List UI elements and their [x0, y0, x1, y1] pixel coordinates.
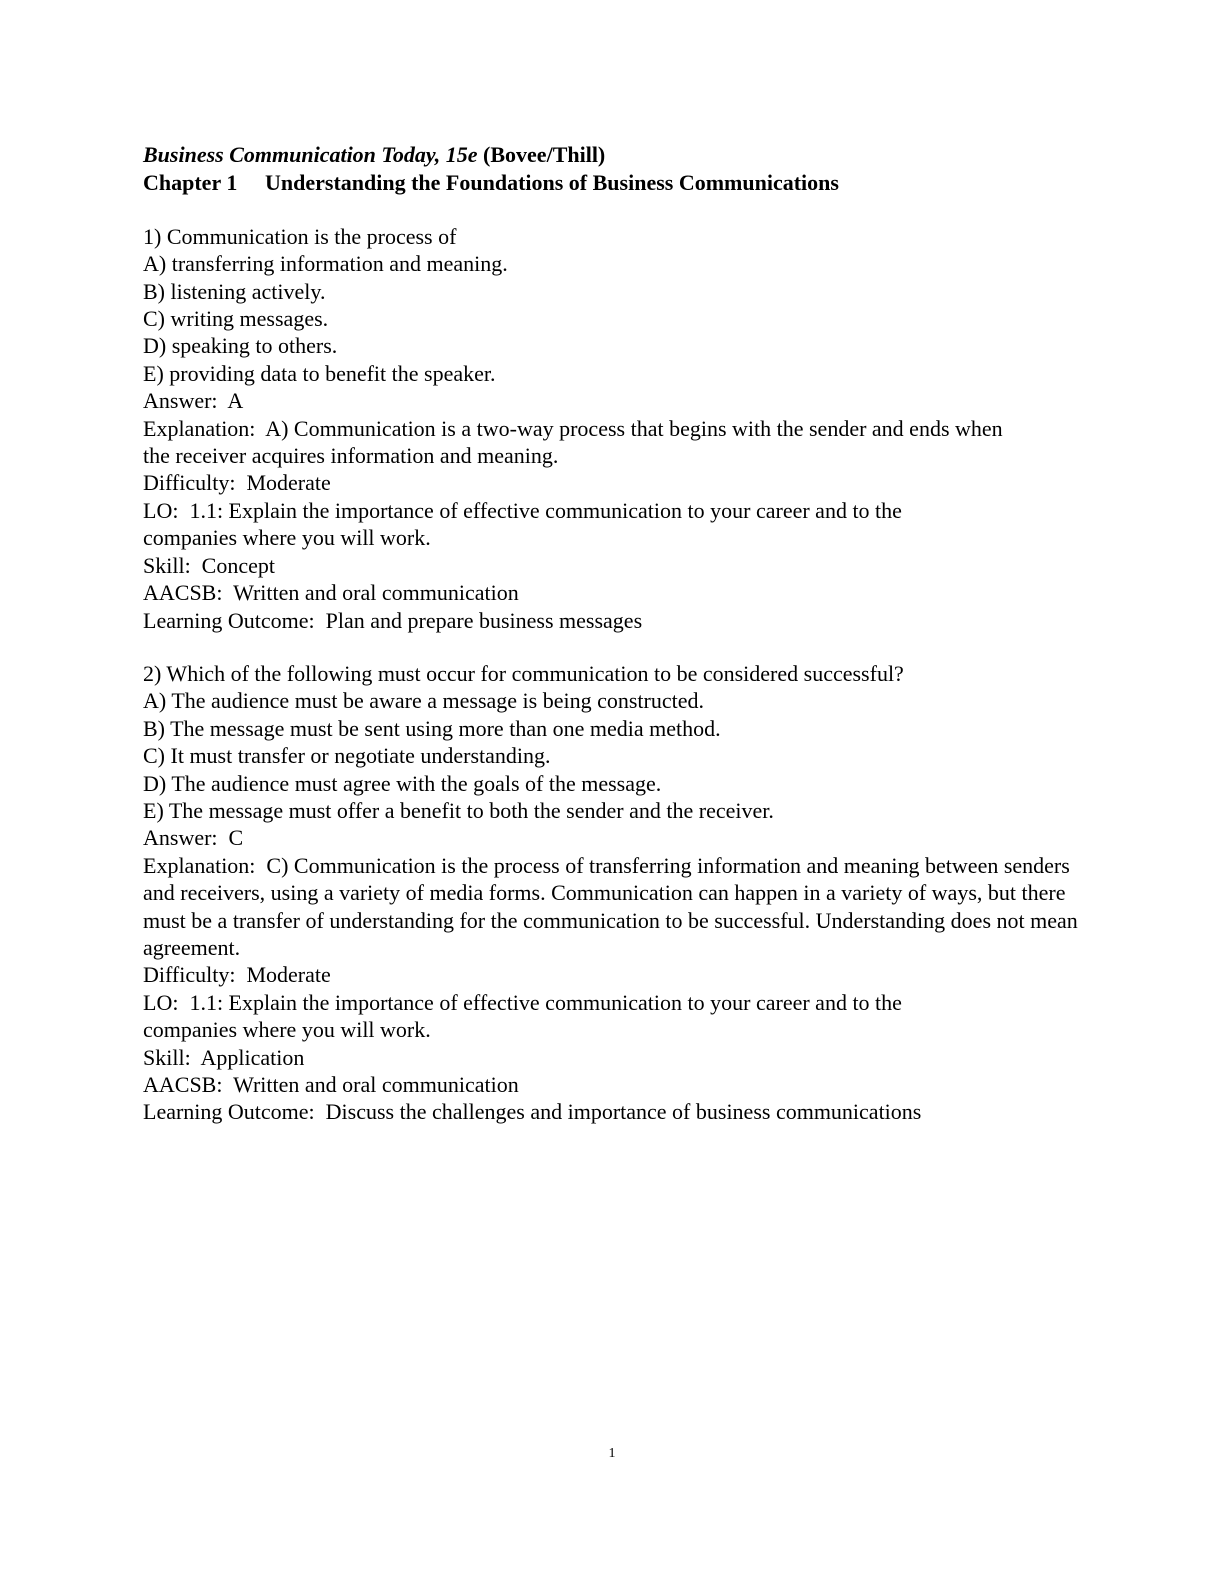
learning-outcome: Learning Outcome: Plan and prepare business messages [143, 607, 643, 633]
difficulty: Difficulty: Moderate [143, 470, 331, 496]
answer-option-e: E) The message must offer a benefit to both the sender and the receiver. [143, 797, 774, 823]
learning-objective: LO: 1.1: Explain the importance of effective communication to your career and to the companies where you will work. [143, 497, 908, 551]
learning-outcome: Learning Outcome: Discuss the challenges and importance of business communications [143, 1099, 922, 1125]
book-title-line [143, 141, 1103, 168]
answer-option-c: C) writing messages. [143, 306, 329, 332]
aacsb: AACSB: Written and oral communication [143, 580, 519, 606]
document-page [143, 141, 1103, 1126]
aacsb: AACSB: Written and oral communication [143, 1072, 519, 1097]
answer-option-e: E) providing data to benefit the speaker. [143, 360, 496, 386]
answer-option-b: B) The message must be sent using more than one media method. [143, 715, 721, 741]
question-stem: 2) Which of the following must occur for communication to be considered successful? [143, 660, 904, 686]
difficulty: Difficulty: Moderate [143, 962, 331, 988]
skill: Skill: Concept [143, 552, 275, 578]
book-title: Business Communication Today, 15e [143, 142, 478, 167]
answer-option-b: B) listening actively. [143, 278, 326, 304]
explanation: Explanation: A) Communication is a two-way process that begins with the sender and ends when the receiver acquires information and meaning. [143, 415, 1009, 469]
chapter-number: Chapter 1 [143, 170, 238, 196]
answer-option-c: C) It must transfer or negotiate understanding. [143, 743, 551, 769]
explanation: Explanation: C) Communication is the process of transferring information and meaning between senders and receivers, using a variety of media forms. Communication can happen in a variety of ways, but there must be a transfer of understanding for the communication to be successful. Understanding does not mean agreement. [143, 852, 1084, 960]
question-stem: 1) Communication is the process of [143, 223, 457, 249]
learning-objective: LO: 1.1: Explain the importance of effective communication to your career and to the companies where you will work. [143, 989, 908, 1043]
skill: Skill: Application [143, 1044, 305, 1070]
answer-option-a: A) transferring information and meaning. [143, 251, 508, 277]
page-number: 1 [608, 1446, 616, 1461]
chapter-title: Understanding the Foundations of Business Communications [265, 170, 839, 196]
authors: (Bovee/Thill) [483, 142, 606, 167]
answer-option-a: A) The audience must be aware a message is being constructed. [143, 688, 704, 714]
answer-key: Answer: C [143, 825, 244, 851]
question-2 [143, 660, 1103, 1126]
answer-option-d: D) The audience must agree with the goals of the message. [143, 770, 662, 796]
answer-key: Answer: A [143, 388, 244, 414]
chapter-heading [143, 169, 1103, 196]
answer-option-d: D) speaking to others. [143, 333, 338, 359]
question-1 [143, 223, 1103, 634]
